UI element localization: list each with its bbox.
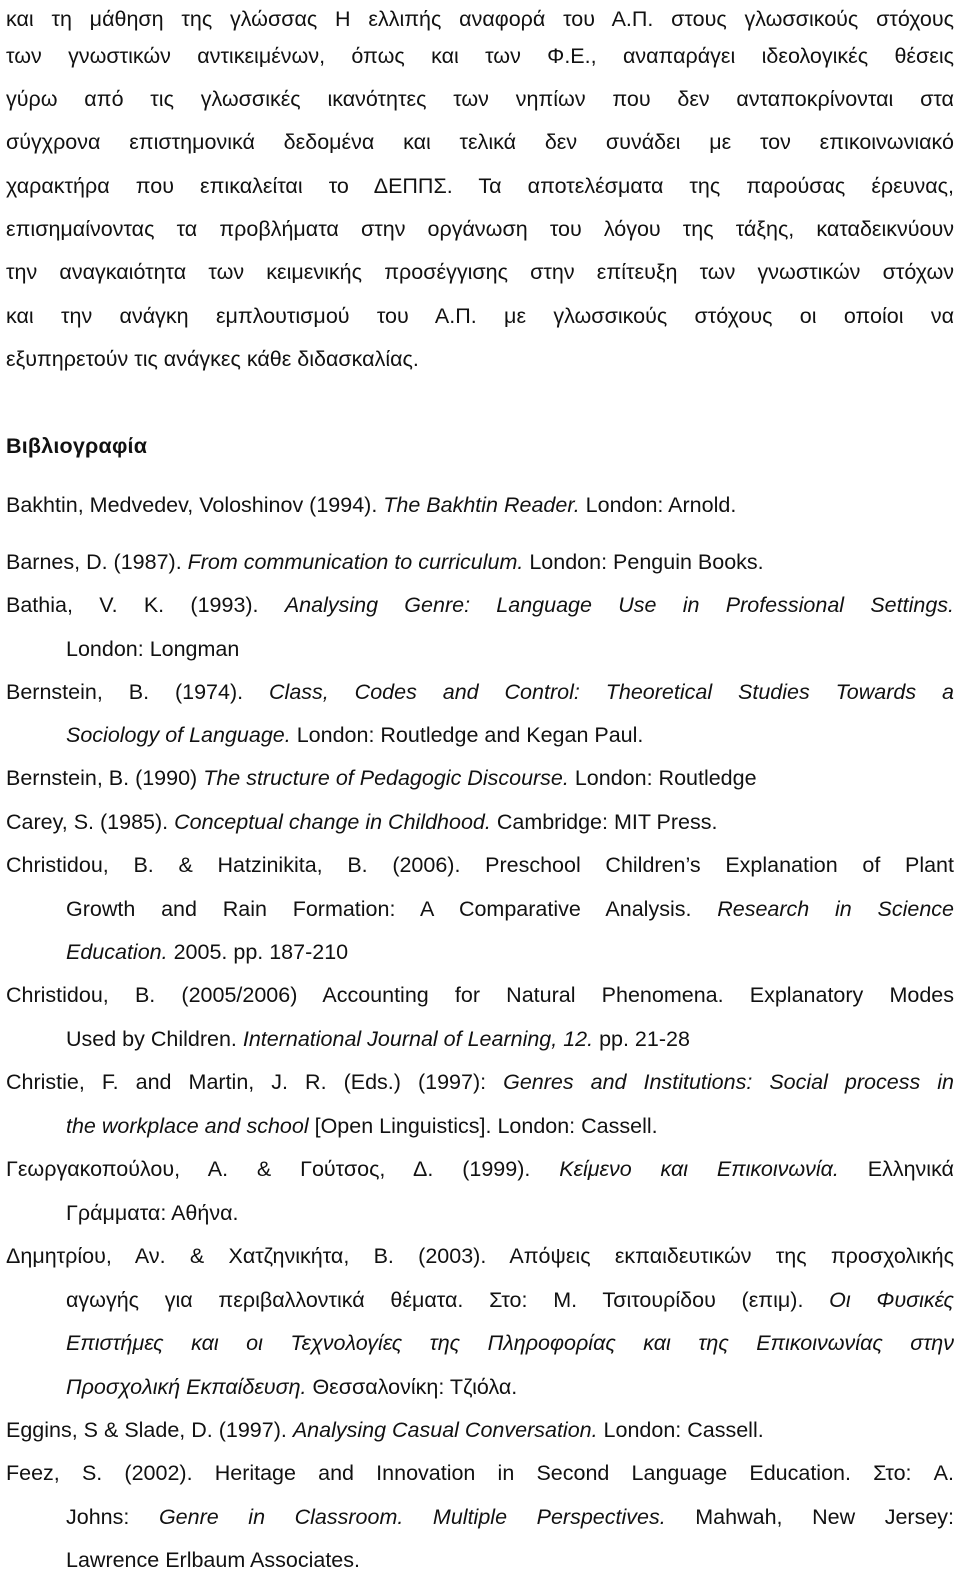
- reference-text: Mahwah, New Jersey:: [665, 1505, 954, 1529]
- reference-line: [66, 1545, 360, 1575]
- reference-text: Christidou, B. (2005/2006) Accounting for Natural Phenomena. Explanatory Modes: [6, 983, 954, 1007]
- paragraph-line: και τη μάθηση της γλώσσας Η ελλιπής αναφορά του Α.Π. στους γλωσσικούς στόχους: [6, 7, 954, 31]
- reference-text: Bathia, V. K. (1993).: [6, 593, 285, 617]
- paragraph-line: και την ανάγκη εμπλουτισμού του Α.Π. με γλωσσικούς στόχους οι οποίοι να: [6, 304, 954, 328]
- reference-line: [6, 1067, 954, 1097]
- reference-text: Christidou, B. & Hatzinikita, B. (2006). Preschool Children’s Explanation of Plant: [6, 853, 954, 877]
- reference-title-text: Οι Φυσικές: [829, 1288, 954, 1312]
- reference-title-text: From communication to curriculum.: [187, 550, 524, 574]
- reference-line: [66, 1502, 954, 1532]
- reference-text: 2005. pp. 187-210: [167, 940, 349, 964]
- reference-text: Γράμματα: Αθήνα.: [66, 1201, 239, 1225]
- reference-title-text: Class, Codes and Control: Theoretical Studies Towards a: [269, 680, 954, 704]
- reference-line: [66, 1285, 954, 1315]
- reference-title-text: Sociology of Language.: [66, 723, 291, 747]
- reference-title-text: Research in Science: [717, 897, 954, 921]
- reference-line: [6, 547, 764, 577]
- reference-title-text: Conceptual change in Childhood.: [174, 810, 491, 834]
- reference-line: [6, 1241, 954, 1271]
- reference-text: London: Longman: [66, 637, 240, 661]
- reference-title-text: Education.: [66, 940, 168, 964]
- reference-title-text: the workplace and school: [66, 1114, 309, 1138]
- reference-title-text: Analysing Casual Conversation.: [292, 1418, 598, 1442]
- reference-line: [6, 490, 736, 520]
- paragraph-line: επισημαίνοντας τα προβλήματα στην οργάνωση του λόγου της τάξης, καταδεικνύουν: [6, 217, 954, 241]
- reference-text: London: Routledge and Kegan Paul.: [290, 723, 644, 747]
- reference-text: Bakhtin, Medvedev, Voloshinov (1994).: [6, 493, 384, 517]
- reference-text: [Open Linguistics]. London: Cassell.: [308, 1114, 658, 1138]
- paragraph-line: των γνωστικών αντικειμένων, όπως και των Φ.Ε., αναπαράγει ιδεολογικές θέσεις: [6, 44, 954, 68]
- reference-line: [66, 1024, 690, 1054]
- reference-line: [6, 590, 954, 620]
- reference-title-text: Επιστήμες και οι Τεχνολογίες της Πληροφορίας και της Επικοινωνίας στην: [66, 1331, 954, 1355]
- reference-line: [6, 1154, 954, 1184]
- reference-text: Bernstein, B. (1990): [6, 766, 204, 790]
- reference-title-text: Genres and Institutions: Social process in: [503, 1070, 954, 1094]
- reference-line: [6, 807, 717, 837]
- paragraph-line: γύρω από τις γλωσσικές ικανότητες των νηπίων που δεν ανταποκρίνονται στα: [6, 87, 954, 111]
- reference-text: Feez, S. (2002). Heritage and Innovation in Second Language Education. Στο: A.: [6, 1461, 954, 1485]
- reference-text: pp. 21-28: [593, 1027, 690, 1051]
- reference-text: Christie, F. and Martin, J. R. (Eds.) (1997):: [6, 1070, 504, 1094]
- reference-text: Bernstein, B. (1974).: [6, 680, 270, 704]
- reference-line: [6, 1415, 764, 1445]
- reference-text: London: Arnold.: [579, 493, 737, 517]
- paragraph-line: την αναγκαιότητα των κειμενικής προσέγγισης στην επίτευξη των γνωστικών στόχων: [6, 260, 954, 284]
- reference-line: [66, 1328, 954, 1358]
- reference-text: Barnes, D. (1987).: [6, 550, 188, 574]
- reference-text: Lawrence Erlbaum Associates.: [66, 1548, 360, 1572]
- reference-text: London: Cassell.: [597, 1418, 764, 1442]
- reference-title-text: Genre in Classroom. Multiple Perspectives.: [158, 1505, 666, 1529]
- reference-line: [66, 1372, 517, 1402]
- reference-text: London: Routledge: [568, 766, 757, 790]
- reference-text: Γεωργακοπούλου, Α. & Γούτσος, Δ. (1999).: [6, 1157, 560, 1181]
- reference-title-text: Κείμενο και Επικοινωνία.: [559, 1157, 839, 1181]
- reference-text: Cambridge: MIT Press.: [490, 810, 718, 834]
- reference-line: [66, 720, 643, 750]
- reference-text: Used by Children.: [66, 1027, 243, 1051]
- reference-line: [6, 850, 954, 880]
- reference-line: [66, 634, 239, 664]
- reference-title-text: The structure of Pedagogic Discourse.: [203, 766, 569, 790]
- reference-text: Δημητρίου, Αν. & Χατζηνικήτα, Β. (2003). Απόψεις εκπαιδευτικών της προσχολικής: [6, 1244, 954, 1268]
- reference-title-text: The Bakhtin Reader.: [383, 493, 580, 517]
- reference-line: [6, 763, 757, 793]
- reference-line: [6, 677, 954, 707]
- reference-line: [6, 980, 954, 1010]
- reference-line: [66, 1198, 239, 1228]
- reference-text: Θεσσαλονίκη: Τζιόλα.: [306, 1375, 518, 1399]
- reference-title-text: Προσχολική Εκπαίδευση.: [66, 1375, 307, 1399]
- paragraph-line: χαρακτήρα που επικαλείται το ΔΕΠΠΣ. Τα αποτελέσματα της παρούσας έρευνας,: [6, 174, 954, 198]
- reference-text: London: Penguin Books.: [523, 550, 764, 574]
- reference-text: Growth and Rain Formation: A Comparative Analysis.: [66, 897, 718, 921]
- reference-line: [66, 937, 348, 967]
- reference-title-text: Analysing Genre: Language Use in Professional Settings.: [284, 593, 955, 617]
- reference-text: αγωγής για περιβαλλοντικά θέματα. Στο: Μ. Τσιτουρίδου (επιμ).: [66, 1288, 830, 1312]
- paragraph-line: εξυπηρετούν τις ανάγκες κάθε διδασκαλίας.: [6, 347, 419, 371]
- reference-text: Carey, S. (1985).: [6, 810, 175, 834]
- reference-text: Johns:: [66, 1505, 159, 1529]
- bibliography-heading: Βιβλιογραφία: [6, 434, 148, 458]
- reference-title-text: International Journal of Learning, 12.: [242, 1027, 594, 1051]
- reference-line: [6, 1458, 954, 1488]
- reference-line: [66, 1111, 658, 1141]
- reference-line: [66, 894, 954, 924]
- reference-text: Eggins, S & Slade, D. (1997).: [6, 1418, 293, 1442]
- reference-text: Ελληνικά: [838, 1157, 954, 1181]
- paragraph-line: σύγχρονα επιστημονικά δεδομένα και τελικά δεν συνάδει με τον επικοινωνιακό: [6, 130, 954, 154]
